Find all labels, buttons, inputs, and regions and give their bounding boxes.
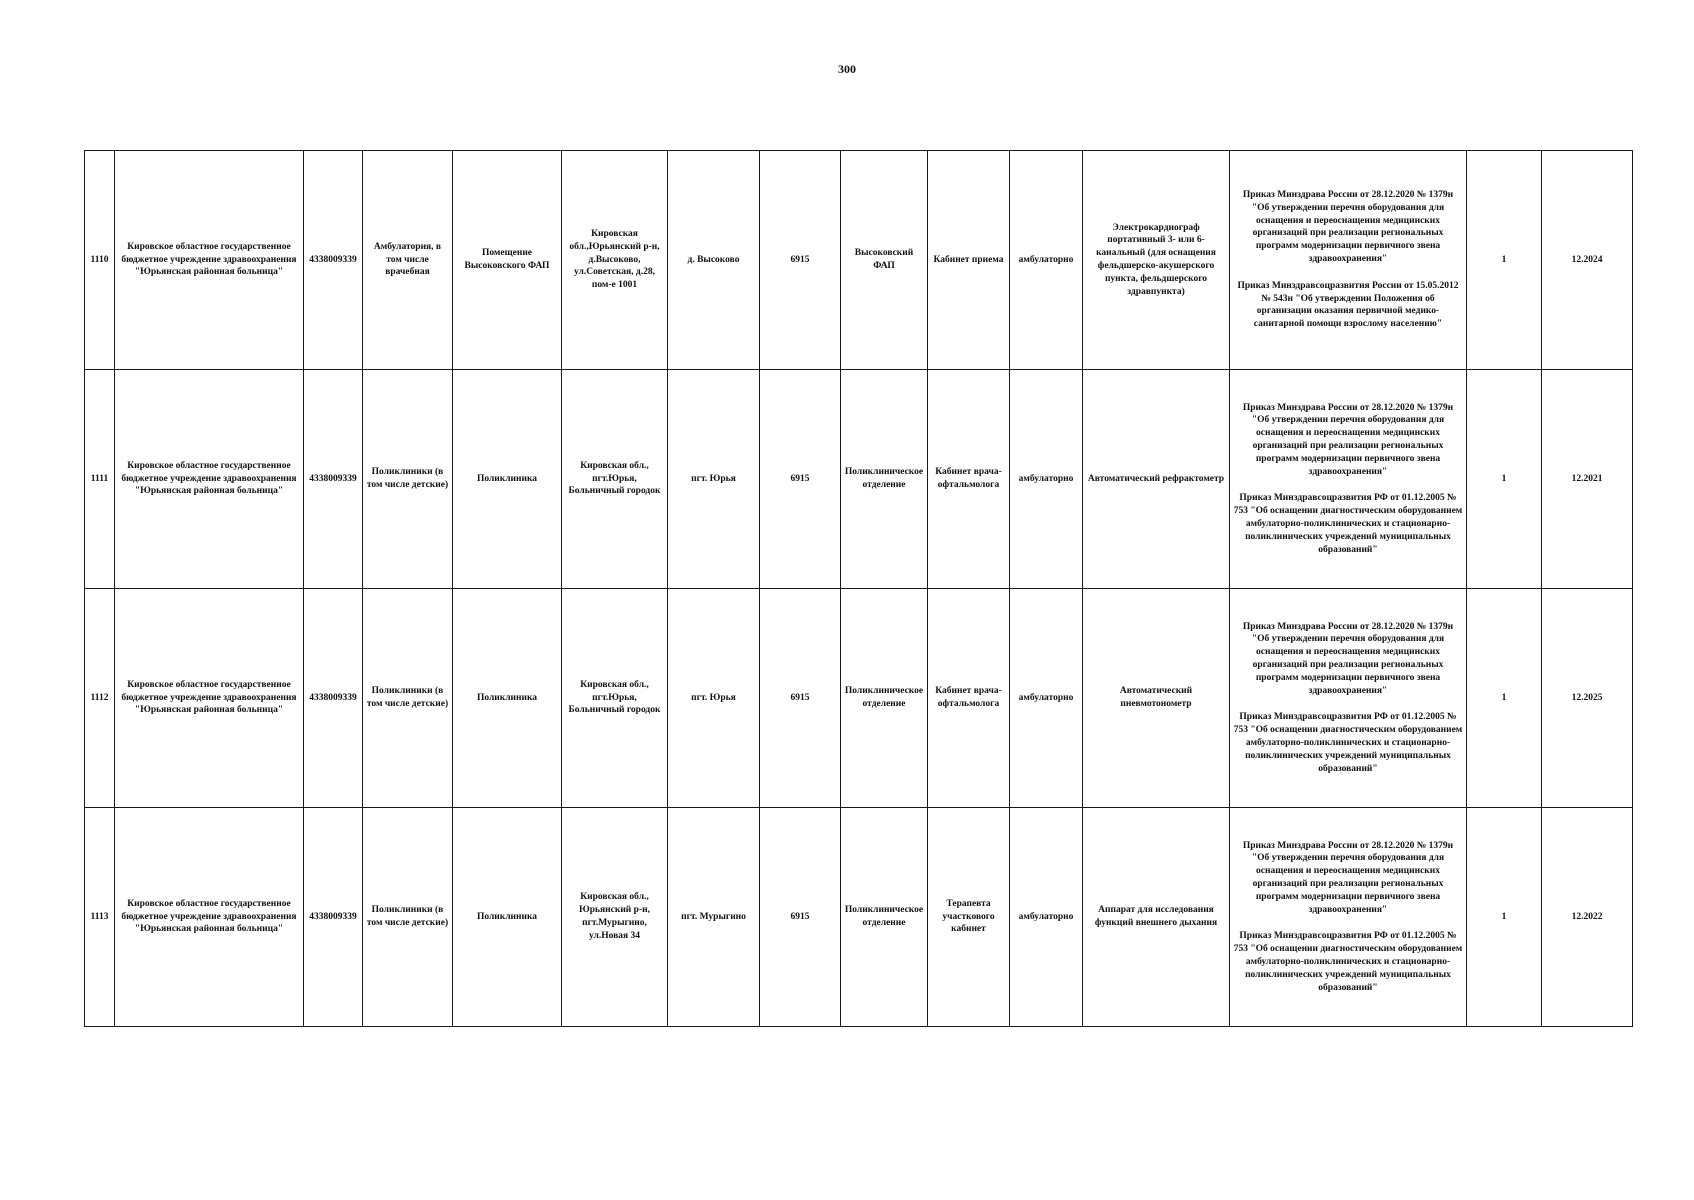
quantity: 1	[1467, 589, 1542, 808]
equipment-name: Электрокардиограф портативный 3- или 6-канальный (для оснащения фельдшерско-акушерского пункта, фельдшерского здравпункта)	[1083, 151, 1230, 370]
regulatory-doc-primary: Приказ Минздрава России от 28.12.2020 № 1379н "Об утверждении перечня оборудования для оснащения и переоснащения медицинских организаций при реализации региональных программ модернизации первичного звена здравоохранения"	[1242, 840, 1454, 915]
period: 12.2024	[1542, 151, 1633, 370]
department: Поликлиническое отделение	[841, 370, 928, 589]
equipment-name: Автоматический пневмотонометр	[1083, 589, 1230, 808]
room: Кабинет приема	[928, 151, 1010, 370]
room: Терапевта участкового кабинет	[928, 808, 1010, 1027]
premises: Помещение Высоковского ФАП	[453, 151, 562, 370]
code: 6915	[760, 370, 841, 589]
regulatory-doc-secondary: Приказ Минздравсоцразвития РФ от 01.12.2005 № 753 "Об оснащении диагностическим оборудованием амбулаторно-поликлинических и стационарно-поликлинических учреждений муниципальных образований"	[1233, 493, 1463, 555]
regulatory-doc-primary: Приказ Минздрава России от 28.12.2020 № 1379н "Об утверждении перечня оборудования для оснащения и переоснащения медицинских организаций при реализации региональных программ модернизации первичного звена здравоохранения"	[1242, 621, 1454, 696]
row-number: 1111	[85, 370, 115, 589]
care-form: амбулаторно	[1010, 151, 1083, 370]
department: Поликлиническое отделение	[841, 589, 928, 808]
regulatory-documents	[1230, 151, 1467, 370]
code: 6915	[760, 151, 841, 370]
facility-type: Амбулатория, в том числе врачебная	[363, 151, 453, 370]
inn: 4338009339	[304, 370, 363, 589]
organization-name: Кировское областное государственное бюджетное учреждение здравоохранения "Юрьянская районная больница"	[115, 808, 304, 1027]
care-form: амбулаторно	[1010, 370, 1083, 589]
quantity: 1	[1467, 808, 1542, 1027]
inn: 4338009339	[304, 151, 363, 370]
facility-type: Поликлиники (в том числе детские)	[363, 589, 453, 808]
inn: 4338009339	[304, 589, 363, 808]
care-form: амбулаторно	[1010, 808, 1083, 1027]
premises: Поликлиника	[453, 808, 562, 1027]
equipment-registry-table	[84, 150, 1633, 1027]
code: 6915	[760, 589, 841, 808]
period: 12.2025	[1542, 589, 1633, 808]
code: 6915	[760, 808, 841, 1027]
table-row	[85, 370, 1633, 589]
inn: 4338009339	[304, 808, 363, 1027]
settlement: д. Высоково	[668, 151, 760, 370]
address: Кировская обл., пгт.Юрья, Больничный городок	[562, 370, 668, 589]
regulatory-documents	[1230, 370, 1467, 589]
period: 12.2022	[1542, 808, 1633, 1027]
equipment-name: Аппарат для исследования функций внешнего дыхания	[1083, 808, 1230, 1027]
regulatory-doc-secondary: Приказ Минздравсоцразвития РФ от 01.12.2005 № 753 "Об оснащении диагностическим оборудованием амбулаторно-поликлинических и стационарно-поликлинических учреждений муниципальных образований"	[1233, 712, 1463, 774]
table-row	[85, 589, 1633, 808]
regulatory-doc-secondary: Приказ Минздравсоцразвития РФ от 01.12.2005 № 753 "Об оснащении диагностическим оборудованием амбулаторно-поликлинических и стационарно-поликлинических учреждений муниципальных образований"	[1233, 931, 1463, 993]
facility-type: Поликлиники (в том числе детские)	[363, 370, 453, 589]
row-number: 1110	[85, 151, 115, 370]
regulatory-doc-primary: Приказ Минздрава России от 28.12.2020 № 1379н "Об утверждении перечня оборудования для оснащения и переоснащения медицинских организаций при реализации региональных программ модернизации первичного звена здравоохранения"	[1242, 189, 1454, 264]
organization-name: Кировское областное государственное бюджетное учреждение здравоохранения "Юрьянская районная больница"	[115, 370, 304, 589]
table-row	[85, 808, 1633, 1027]
organization-name: Кировское областное государственное бюджетное учреждение здравоохранения "Юрьянская районная больница"	[115, 151, 304, 370]
facility-type: Поликлиники (в том числе детские)	[363, 808, 453, 1027]
settlement: пгт. Юрья	[668, 589, 760, 808]
page-number: 300	[838, 62, 856, 76]
quantity: 1	[1467, 370, 1542, 589]
department: Поликлиническое отделение	[841, 808, 928, 1027]
address: Кировская обл., пгт.Юрья, Больничный городок	[562, 589, 668, 808]
regulatory-doc-primary: Приказ Минздрава России от 28.12.2020 № 1379н "Об утверждении перечня оборудования для оснащения и переоснащения медицинских организаций при реализации региональных программ модернизации первичного звена здравоохранения"	[1242, 402, 1454, 477]
address: Кировская обл.,Юрьянский р-н, д.Высоково, ул.Советская, д.28, пом-е 1001	[562, 151, 668, 370]
settlement: пгт. Юрья	[668, 370, 760, 589]
premises: Поликлиника	[453, 589, 562, 808]
organization-name: Кировское областное государственное бюджетное учреждение здравоохранения "Юрьянская районная больница"	[115, 589, 304, 808]
regulatory-doc-secondary: Приказ Минздравсоцразвития России от 15.05.2012 № 543н "Об утверждении Положения об организации оказания первичной медико-санитарной помощи взрослому населению"	[1237, 280, 1459, 330]
table-row	[85, 151, 1633, 370]
room: Кабинет врача-офтальмолога	[928, 370, 1010, 589]
address: Кировская обл., Юрьянский р-н, пгт.Мурыгино, ул.Новая 34	[562, 808, 668, 1027]
quantity: 1	[1467, 151, 1542, 370]
regulatory-documents	[1230, 808, 1467, 1027]
equipment-name: Автоматический рефрактометр	[1083, 370, 1230, 589]
settlement: пгт. Мурыгино	[668, 808, 760, 1027]
department: Высоковский ФАП	[841, 151, 928, 370]
care-form: амбулаторно	[1010, 589, 1083, 808]
period: 12.2021	[1542, 370, 1633, 589]
row-number: 1113	[85, 808, 115, 1027]
regulatory-documents	[1230, 589, 1467, 808]
row-number: 1112	[85, 589, 115, 808]
premises: Поликлиника	[453, 370, 562, 589]
room: Кабинет врача-офтальмолога	[928, 589, 1010, 808]
